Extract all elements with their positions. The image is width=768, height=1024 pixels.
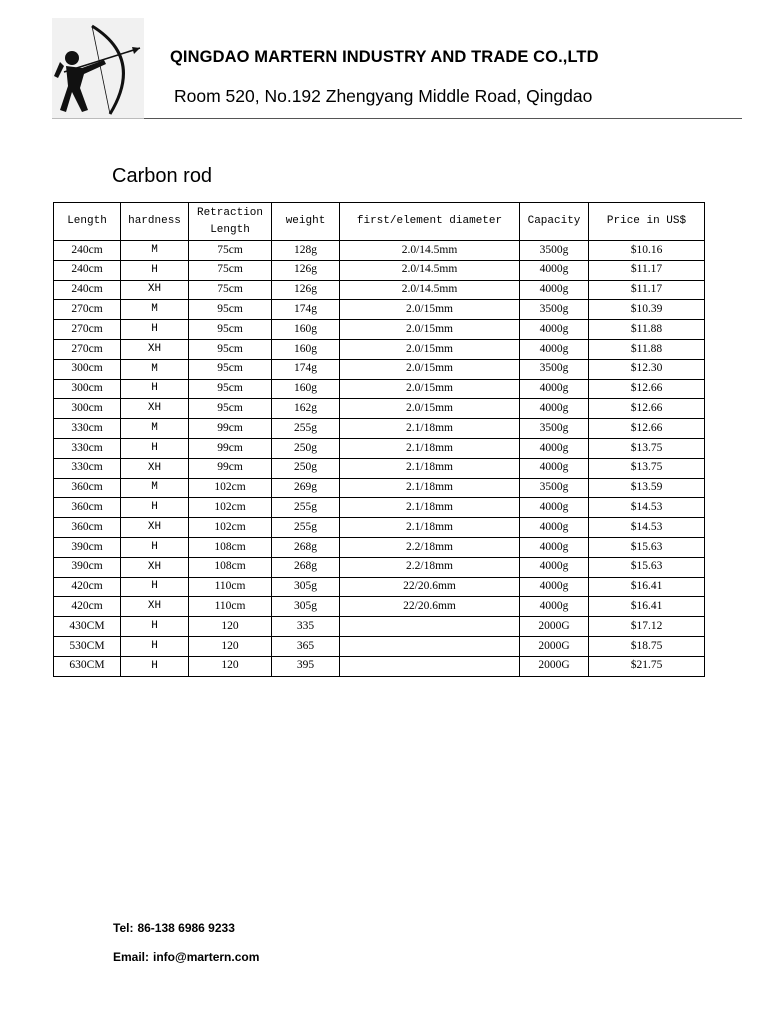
cell-retraction-length: 95cm [189, 399, 272, 419]
contact-tel [113, 921, 235, 935]
cell-hardness: H [121, 656, 189, 676]
cell-length: 300cm [54, 379, 121, 399]
column-header-length: Length [54, 203, 121, 241]
cell-diameter: 2.0/15mm [340, 359, 520, 379]
column-header-retraction-length [189, 203, 272, 241]
cell-weight: 255g [272, 518, 340, 538]
cell-diameter: 2.1/18mm [340, 518, 520, 538]
cell-retraction-length: 95cm [189, 300, 272, 320]
cell-capacity: 3500g [520, 419, 589, 439]
cell-weight: 126g [272, 280, 340, 300]
cell-diameter: 2.1/18mm [340, 478, 520, 498]
table-header-row [54, 203, 705, 241]
table-row [54, 557, 705, 577]
cell-length: 390cm [54, 557, 121, 577]
cell-price: $12.66 [589, 379, 705, 399]
cell-price: $17.12 [589, 617, 705, 637]
cell-retraction-length: 102cm [189, 518, 272, 538]
cell-length: 530CM [54, 636, 121, 656]
table-row [54, 537, 705, 557]
cell-diameter: 2.0/14.5mm [340, 241, 520, 261]
cell-length: 300cm [54, 399, 121, 419]
cell-weight: 305g [272, 577, 340, 597]
cell-hardness: M [121, 478, 189, 498]
cell-hardness: M [121, 300, 189, 320]
cell-hardness: H [121, 498, 189, 518]
cell-price: $16.41 [589, 597, 705, 617]
company-address: Room 520, No.192 Zhengyang Middle Road, Qingdao [174, 86, 593, 106]
cell-diameter: 2.0/15mm [340, 379, 520, 399]
cell-capacity: 4000g [520, 280, 589, 300]
cell-price: $12.66 [589, 399, 705, 419]
tel-value: 86-138 6986 9233 [137, 921, 235, 935]
cell-length: 630CM [54, 656, 121, 676]
cell-length: 300cm [54, 359, 121, 379]
cell-capacity: 4000g [520, 597, 589, 617]
cell-weight: 250g [272, 458, 340, 478]
table-row [54, 339, 705, 359]
cell-weight: 160g [272, 320, 340, 340]
cell-capacity: 4000g [520, 498, 589, 518]
cell-diameter: 2.0/14.5mm [340, 260, 520, 280]
cell-retraction-length: 120 [189, 617, 272, 637]
cell-capacity: 2000G [520, 656, 589, 676]
cell-length: 270cm [54, 300, 121, 320]
cell-hardness: H [121, 379, 189, 399]
cell-price: $15.63 [589, 557, 705, 577]
table-row [54, 438, 705, 458]
table-row [54, 577, 705, 597]
column-header-diameter: first/element diameter [340, 203, 520, 241]
cell-length: 360cm [54, 478, 121, 498]
cell-hardness: H [121, 636, 189, 656]
cell-weight: 128g [272, 241, 340, 261]
cell-length: 330cm [54, 419, 121, 439]
cell-capacity: 4000g [520, 399, 589, 419]
cell-retraction-length: 120 [189, 636, 272, 656]
cell-weight: 268g [272, 557, 340, 577]
column-header-weight: weight [272, 203, 340, 241]
cell-capacity: 4000g [520, 518, 589, 538]
cell-hardness: H [121, 260, 189, 280]
column-header-capacity: Capacity [520, 203, 589, 241]
cell-capacity: 3500g [520, 478, 589, 498]
cell-weight: 255g [272, 498, 340, 518]
cell-hardness: XH [121, 518, 189, 538]
cell-diameter: 2.1/18mm [340, 438, 520, 458]
cell-price: $16.41 [589, 577, 705, 597]
cell-hardness: M [121, 241, 189, 261]
cell-length: 430CM [54, 617, 121, 637]
column-header-price: Price in US$ [589, 203, 705, 241]
table-row [54, 518, 705, 538]
company-name: QINGDAO MARTERN INDUSTRY AND TRADE CO.,LTD [170, 48, 599, 66]
cell-retraction-length: 110cm [189, 577, 272, 597]
cell-diameter: 2.2/18mm [340, 557, 520, 577]
table-row [54, 280, 705, 300]
cell-retraction-length: 120 [189, 656, 272, 676]
tel-label: Tel: [113, 921, 134, 935]
cell-diameter: 2.0/15mm [340, 320, 520, 340]
table-row [54, 241, 705, 261]
cell-price: $14.53 [589, 498, 705, 518]
cell-hardness: H [121, 577, 189, 597]
cell-length: 360cm [54, 518, 121, 538]
cell-weight: 174g [272, 300, 340, 320]
cell-diameter: 2.1/18mm [340, 419, 520, 439]
cell-retraction-length: 75cm [189, 241, 272, 261]
cell-capacity: 4000g [520, 339, 589, 359]
table-row [54, 359, 705, 379]
email-value: info@martern.com [153, 950, 260, 964]
cell-capacity: 3500g [520, 300, 589, 320]
cell-length: 390cm [54, 537, 121, 557]
cell-price: $11.17 [589, 280, 705, 300]
header-divider-left [52, 118, 144, 119]
cell-retraction-length: 75cm [189, 280, 272, 300]
cell-hardness: H [121, 438, 189, 458]
cell-weight: 269g [272, 478, 340, 498]
cell-length: 240cm [54, 280, 121, 300]
cell-weight: 160g [272, 379, 340, 399]
cell-capacity: 4000g [520, 537, 589, 557]
cell-retraction-length: 99cm [189, 458, 272, 478]
cell-length: 330cm [54, 458, 121, 478]
table-body [54, 241, 705, 677]
cell-hardness: XH [121, 339, 189, 359]
cell-diameter [340, 617, 520, 637]
header-divider [144, 118, 742, 119]
cell-diameter [340, 656, 520, 676]
cell-price: $21.75 [589, 656, 705, 676]
cell-price: $13.75 [589, 438, 705, 458]
cell-capacity: 3500g [520, 241, 589, 261]
table-row [54, 478, 705, 498]
cell-price: $15.63 [589, 537, 705, 557]
cell-weight: 174g [272, 359, 340, 379]
table-row [54, 399, 705, 419]
price-table [53, 202, 705, 677]
cell-capacity: 4000g [520, 438, 589, 458]
cell-hardness: M [121, 359, 189, 379]
table-row [54, 300, 705, 320]
cell-hardness: H [121, 537, 189, 557]
table-row [54, 320, 705, 340]
cell-price: $12.30 [589, 359, 705, 379]
cell-diameter: 2.1/18mm [340, 498, 520, 518]
cell-hardness: XH [121, 280, 189, 300]
cell-price: $13.75 [589, 458, 705, 478]
cell-price: $10.16 [589, 241, 705, 261]
retraction-line-2: Length [210, 223, 250, 236]
cell-diameter: 22/20.6mm [340, 597, 520, 617]
cell-weight: 268g [272, 537, 340, 557]
cell-diameter: 2.0/15mm [340, 339, 520, 359]
column-header-hardness: hardness [121, 203, 189, 241]
cell-hardness: M [121, 419, 189, 439]
cell-weight: 335 [272, 617, 340, 637]
cell-capacity: 2000G [520, 617, 589, 637]
cell-retraction-length: 108cm [189, 537, 272, 557]
cell-retraction-length: 102cm [189, 478, 272, 498]
table-row [54, 419, 705, 439]
table-row [54, 458, 705, 478]
cell-diameter: 2.0/15mm [340, 300, 520, 320]
cell-weight: 126g [272, 260, 340, 280]
cell-price: $11.88 [589, 320, 705, 340]
cell-hardness: H [121, 320, 189, 340]
table-row [54, 617, 705, 637]
table-row [54, 498, 705, 518]
cell-retraction-length: 95cm [189, 359, 272, 379]
cell-length: 240cm [54, 260, 121, 280]
cell-diameter: 2.1/18mm [340, 458, 520, 478]
cell-hardness: XH [121, 458, 189, 478]
table-row [54, 656, 705, 676]
cell-retraction-length: 99cm [189, 419, 272, 439]
cell-weight: 160g [272, 339, 340, 359]
cell-price: $12.66 [589, 419, 705, 439]
cell-capacity: 4000g [520, 577, 589, 597]
cell-diameter: 2.0/15mm [340, 399, 520, 419]
cell-retraction-length: 108cm [189, 557, 272, 577]
cell-capacity: 3500g [520, 359, 589, 379]
cell-capacity: 4000g [520, 260, 589, 280]
cell-capacity: 4000g [520, 320, 589, 340]
cell-price: $11.17 [589, 260, 705, 280]
table-row [54, 379, 705, 399]
table-row [54, 636, 705, 656]
cell-diameter: 2.0/14.5mm [340, 280, 520, 300]
cell-price: $13.59 [589, 478, 705, 498]
cell-length: 270cm [54, 320, 121, 340]
cell-capacity: 4000g [520, 379, 589, 399]
cell-retraction-length: 95cm [189, 379, 272, 399]
cell-weight: 250g [272, 438, 340, 458]
cell-capacity: 4000g [520, 557, 589, 577]
document-title: Carbon rod [112, 165, 213, 187]
cell-retraction-length: 99cm [189, 438, 272, 458]
cell-hardness: XH [121, 557, 189, 577]
cell-hardness: XH [121, 597, 189, 617]
cell-weight: 365 [272, 636, 340, 656]
cell-diameter [340, 636, 520, 656]
cell-capacity: 4000g [520, 458, 589, 478]
cell-length: 330cm [54, 438, 121, 458]
cell-length: 360cm [54, 498, 121, 518]
retraction-line-1: Retraction [196, 207, 263, 219]
cell-retraction-length: 102cm [189, 498, 272, 518]
cell-hardness: XH [121, 399, 189, 419]
cell-diameter: 2.2/18mm [340, 537, 520, 557]
email-label: Email: [113, 950, 150, 964]
cell-retraction-length: 95cm [189, 320, 272, 340]
cell-price: $14.53 [589, 518, 705, 538]
cell-weight: 255g [272, 419, 340, 439]
cell-retraction-length: 75cm [189, 260, 272, 280]
cell-length: 270cm [54, 339, 121, 359]
cell-price: $10.39 [589, 300, 705, 320]
cell-capacity: 2000G [520, 636, 589, 656]
cell-retraction-length: 95cm [189, 339, 272, 359]
cell-length: 420cm [54, 597, 121, 617]
cell-length: 240cm [54, 241, 121, 261]
cell-price: $18.75 [589, 636, 705, 656]
cell-weight: 395 [272, 656, 340, 676]
table-row [54, 260, 705, 280]
cell-weight: 305g [272, 597, 340, 617]
cell-hardness: H [121, 617, 189, 637]
table-row [54, 597, 705, 617]
cell-weight: 162g [272, 399, 340, 419]
cell-retraction-length: 110cm [189, 597, 272, 617]
cell-diameter: 22/20.6mm [340, 577, 520, 597]
cell-length: 420cm [54, 577, 121, 597]
cell-price: $11.88 [589, 339, 705, 359]
archer-logo-icon [52, 18, 144, 118]
contact-email [113, 950, 259, 964]
